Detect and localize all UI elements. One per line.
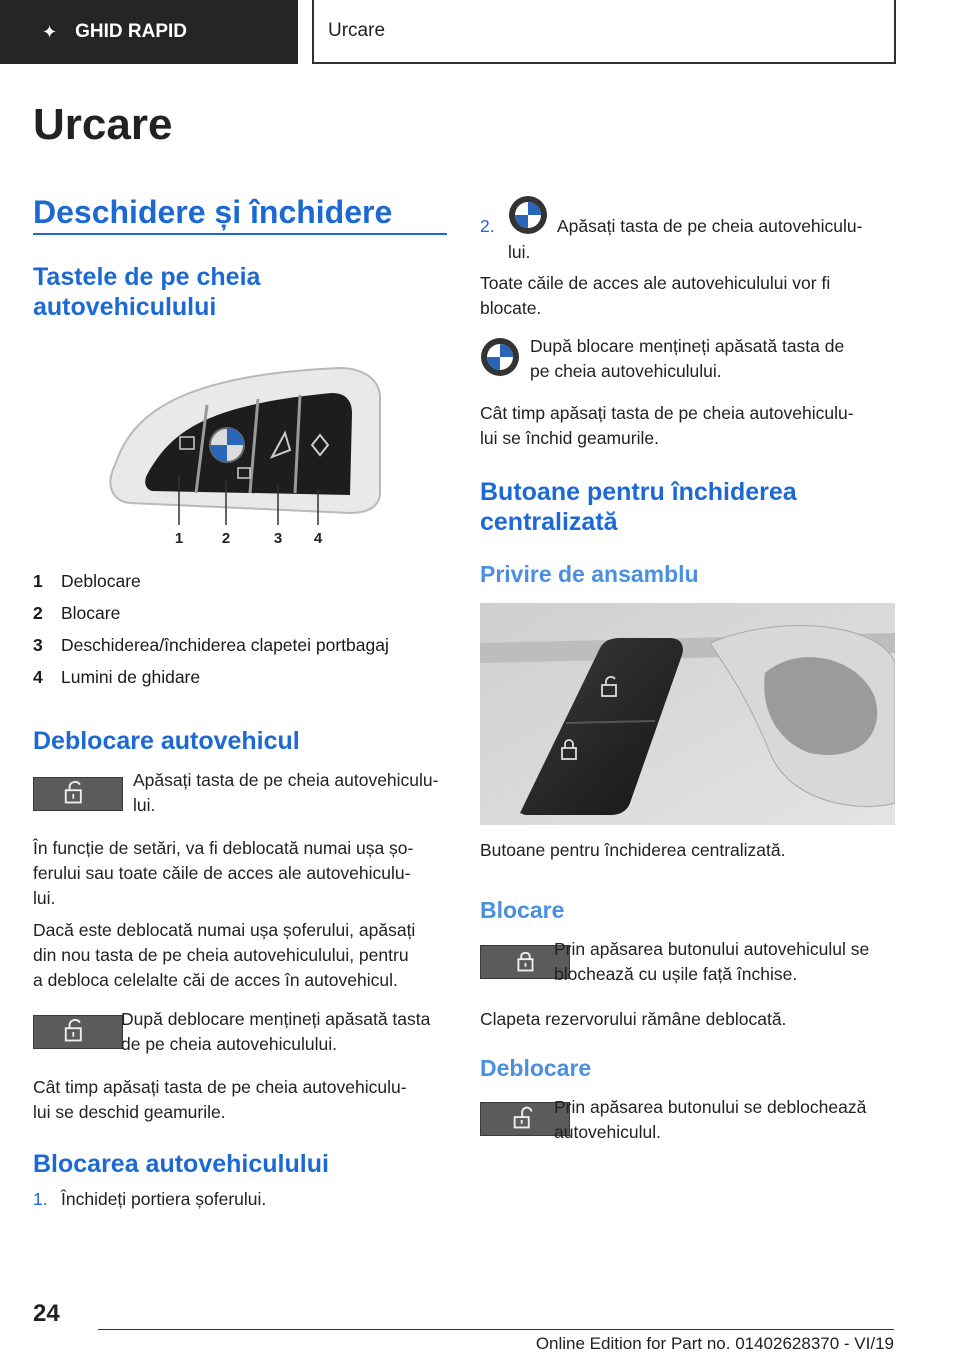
callout-4: 4 [313,530,323,547]
legend-item: 4 Lumini de ghidare [33,667,201,687]
step-text-line: lui. [508,242,531,262]
paragraph-line: din nou tasta de pe cheia autovehiculului, pentru [33,945,409,965]
callout-1: 1 [174,530,184,547]
callout-3: 3 [273,530,283,547]
paragraph-line: După deblocare mențineți apăsată tasta [121,1009,431,1029]
page-title: Urcare [33,100,173,149]
key-fob-illustration [100,365,382,550]
paragraph-line: Prin apăsarea butonului se deblochează [554,1097,867,1117]
callout-2: 2 [221,530,231,547]
footer-rule [98,1329,894,1330]
lock-subheading: Blocare [480,897,565,923]
step-text-line: Apăsați tasta de pe cheia autovehiculu- [557,216,863,236]
paragraph-line: După blocare mențineți apăsată tasta de [530,336,845,356]
paragraph-line: blocate. [480,298,542,318]
paragraph-line: Toate căile de acces ale autovehiculului vor fi [480,273,831,293]
paragraph-line: Prin apăsarea butonului autovehiculul se [554,939,870,959]
paragraph-line: lui. [33,888,56,908]
key-legend [33,568,447,696]
quick-guide-tab[interactable] [0,0,298,64]
paragraph-line: Cât timp apăsați tasta de pe cheia autovehiculu- [33,1077,407,1097]
paragraph-line: autovehiculul. [554,1122,662,1142]
paragraph-line: Clapeta rezervorului rămâne deblocată. [480,1009,787,1029]
paragraph-line: lui se deschid geamurile. [33,1102,226,1122]
paragraph-line: de pe cheia autovehiculului. [121,1034,337,1054]
bmw-roundel-icon [480,337,520,377]
page-number: 24 [33,1300,60,1327]
legend-item: 2 Blocare [33,603,121,623]
paragraph-line: Dacă este deblocată numai ușa șoferului, apăsați [33,920,416,940]
section-header [312,0,896,64]
unlock-button-icon [33,777,123,811]
overview-heading: Privire de ansamblu [480,561,699,587]
chapter-heading: Deschidere și închidere [33,194,393,230]
unlock-button-icon [33,1015,123,1049]
paragraph-line: În funcție de setări, va fi deblocată numai ușa șo- [33,838,414,858]
paragraph-line: a debloca celelalte căi de acces în autovehicul. [33,970,398,990]
legend-item: 1 Deblocare [33,571,141,591]
unlock-subheading: Deblocare [480,1055,592,1081]
pin-icon: ✦ [42,21,58,42]
heading-rule [33,233,447,235]
paragraph-line: Cât timp apăsați tasta de pe cheia autovehiculu- [480,403,854,423]
unlock-text-line: Apăsați tasta de pe cheia autovehiculu- [133,770,439,790]
quick-guide-label: GHID RAPID [75,21,187,42]
unlock-text-line: lui. [133,795,156,815]
central-locking-photo [480,603,895,825]
photo-caption: Butoane pentru închiderea centralizată. [480,840,786,860]
lock-step-2: 2. [480,216,495,236]
legend-item: 3 Deschiderea/închiderea clapetei portbagaj [33,635,389,655]
paragraph-line: blochează cu ușile față închise. [554,964,798,984]
unlock-heading: Deblocare autovehicul [33,727,300,755]
paragraph-line: lui se închid geamurile. [480,428,659,448]
paragraph-line: ferului sau toate căile de acces ale autovehiculu- [33,863,411,883]
bmw-roundel-icon [508,195,548,235]
paragraph-line: pe cheia autovehiculului. [530,361,722,381]
lock-heading: Blocarea autovehiculului [33,1150,329,1178]
lock-step-1: 1. Închideți portiera șoferului. [33,1189,267,1209]
section-label: Urcare [328,20,386,41]
footer-edition: Online Edition for Part no. 01402628370 - VI/19 [535,1334,894,1353]
keys-heading: Tastele de pe cheia autovehiculului [33,263,261,321]
central-locking-heading: Butoane pentru închiderea centralizată [480,478,797,536]
